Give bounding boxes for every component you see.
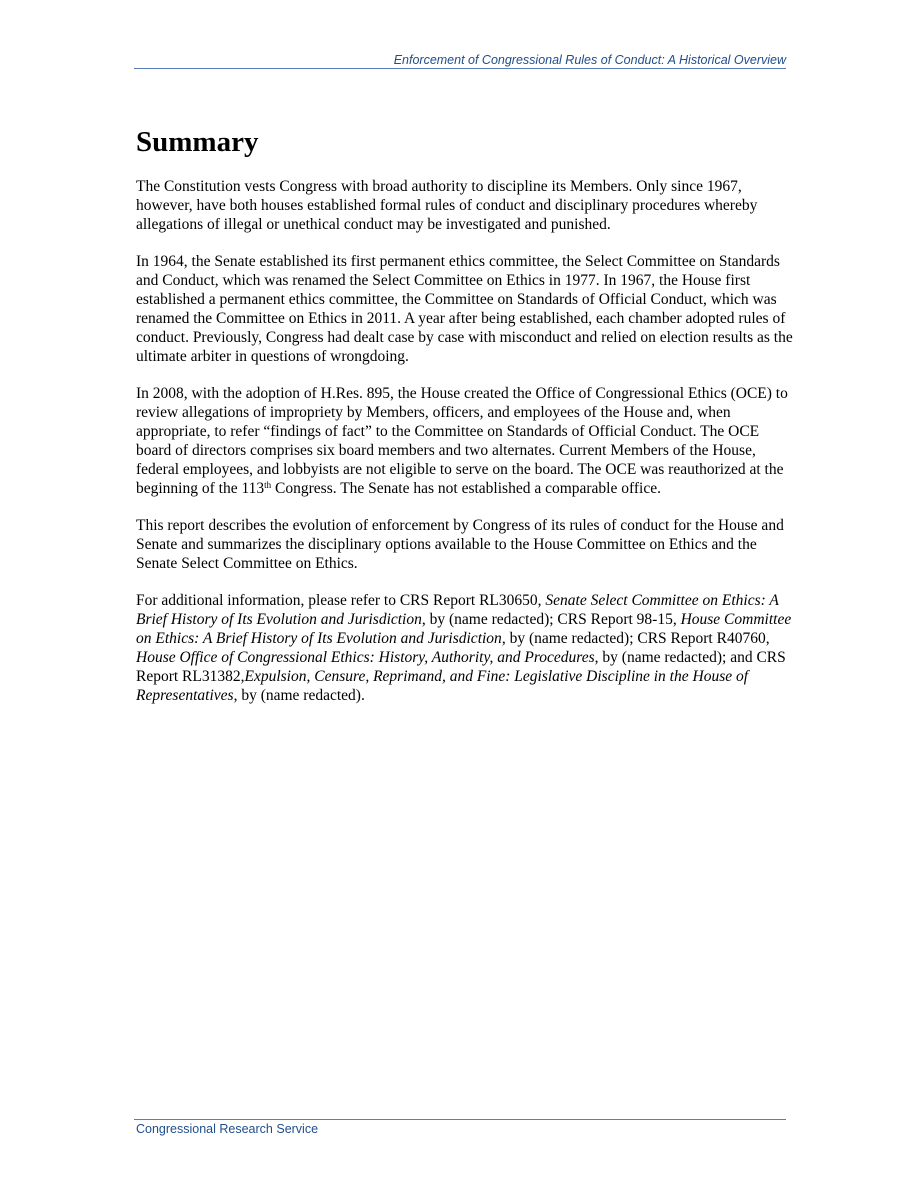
report-title-senate-ethics: Senate Select Committee on Ethics: A Brief History of Its Evolution and Jurisdiction — [136, 592, 779, 628]
reference-text: , by (name redacted). — [233, 687, 365, 704]
summary-body — [136, 177, 796, 705]
report-title-expulsion: Expulsion, Censure, Reprimand, and Fine: Legislative Discipline in the House of Representatives — [136, 668, 749, 704]
paragraph-additional-info — [136, 591, 796, 705]
page-title: Summary — [136, 126, 259, 158]
footer-divider — [134, 1119, 786, 1120]
oce-text: In 2008, with the adoption of H.Res. 895, the House created the Office of Congressional Ethics (OCE) to review allegations of impropriety by Members, officers, and employees of the House and, when appropriate, to refer “findings of fact” to the Committee on Standards of Official Conduct. The OCE board of directors comprises six board members and two alternates. Current Members of the House, federal employees, and lobbyists are not eligible to serve on the board. The OCE was reauthorized at the beginning of the 113 — [136, 385, 788, 497]
report-title-oce: House Office of Congressional Ethics: History, Authority, and Procedures — [136, 649, 595, 666]
header-divider — [134, 68, 786, 69]
paragraph-oce — [136, 384, 796, 498]
reference-text: , by (name redacted); CRS Report 98-15, — [421, 611, 681, 628]
running-header: Enforcement of Congressional Rules of Conduct: A Historical Overview — [393, 53, 786, 67]
reference-text: For additional information, please refer to CRS Report RL30650, — [136, 592, 546, 609]
report-title-house-ethics: House Committee on Ethics: A Brief History of Its Evolution and Jurisdiction — [136, 611, 792, 647]
reference-text: , by (name redacted); and CRS Report RL31382, — [136, 649, 786, 685]
ordinal-suffix: th — [264, 480, 272, 490]
reference-text: , by (name redacted); CRS Report R40760, — [501, 630, 770, 647]
paragraph-committee-history: In 1964, the Senate established its first permanent ethics committee, the Select Committee on Standards and Conduct, which was renamed the Select Committee on Ethics in 1977. In 1967, the House first established a permanent ethics committee, the Committee on Standards of Official Conduct, which was renamed the Committee on Ethics in 2011. A year after being established, each chamber adopted rules of conduct. Previously, Congress had dealt case by case with misconduct and relied on election results as the ultimate arbiter in questions of wrongdoing. — [136, 253, 793, 365]
paragraph-constitution: The Constitution vests Congress with broad authority to discipline its Members. Only since 1967, however, have both houses established formal rules of conduct and disciplinary procedures whereby allegations of illegal or unethical conduct may be investigated and punished. — [136, 178, 758, 233]
running-footer: Congressional Research Service — [136, 1122, 319, 1136]
oce-text-continued: Congress. The Senate has not established a comparable office. — [271, 480, 661, 497]
paragraph-report-scope: This report describes the evolution of enforcement by Congress of its rules of conduct for the House and Senate and summarizes the disciplinary options available to the House Committee on Ethics and the Senate Select Committee on Ethics. — [136, 517, 784, 572]
